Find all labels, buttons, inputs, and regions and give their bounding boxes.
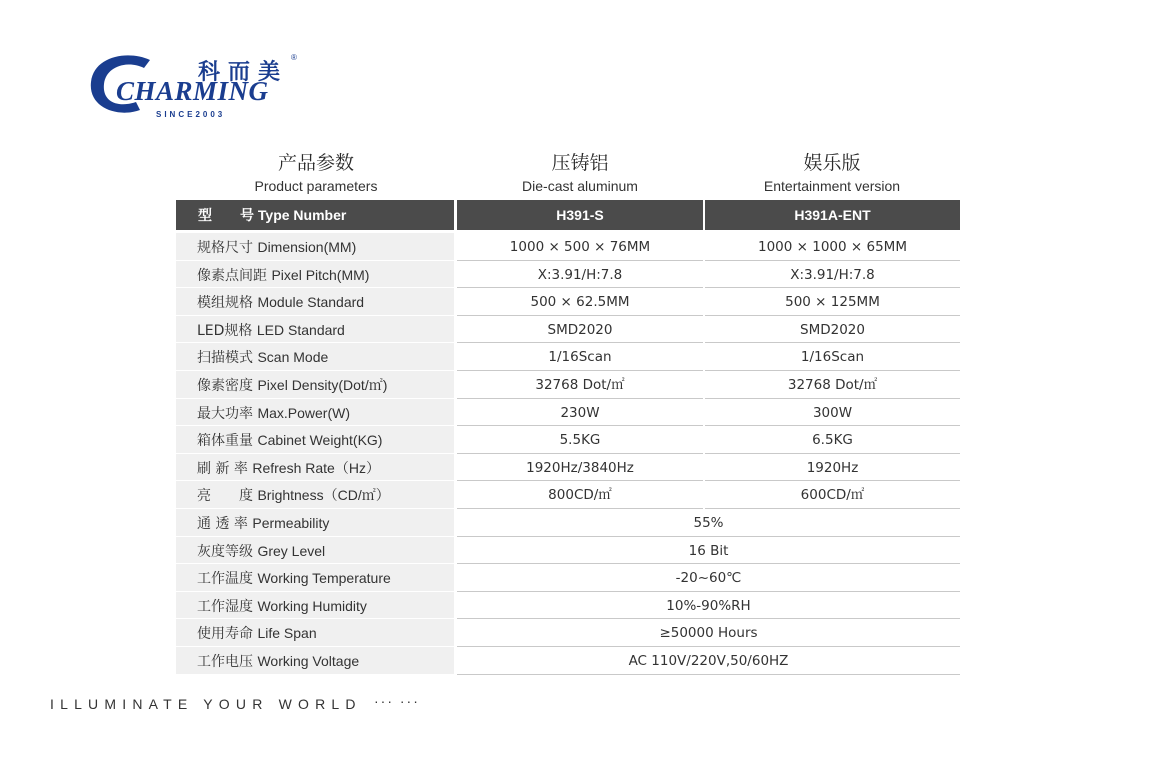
table-row	[176, 288, 960, 316]
value-cell-h391a-ent: SMD2020	[705, 316, 960, 344]
table-row	[176, 261, 960, 289]
table-row	[176, 592, 960, 620]
value-cell-h391a-ent: 32768 Dot/㎡	[705, 371, 960, 399]
parameter-label-cn: 工作电压	[197, 653, 253, 670]
value-cell-h391-s: 1920Hz/3840Hz	[457, 454, 703, 482]
parameter-label-en: Refresh Rate（Hz）	[252, 459, 380, 476]
parameter-label-en: Working Voltage	[257, 652, 360, 669]
shared-value-cell: -20~60℃	[457, 564, 960, 592]
brand-since: SINCE2003	[156, 110, 226, 119]
parameter-label-en: Cabinet Weight(KG)	[257, 432, 383, 449]
shared-value-cell: AC 110V/220V,50/60HZ	[457, 647, 960, 675]
parameter-label-cn: LED规格	[197, 322, 253, 339]
column-title-cn: 娱乐版	[803, 152, 861, 174]
parameter-label-cn: 箱体重量	[197, 433, 253, 450]
value-cell-h391-s: 1/16Scan	[457, 343, 703, 371]
parameter-label	[176, 509, 454, 536]
parameter-label-en: Dimension(MM)	[257, 239, 357, 255]
parameter-label-cn: 扫描模式	[197, 350, 253, 367]
parameter-label-cn: 灰度等级	[197, 543, 253, 560]
parameter-label-en: Pixel Density(Dot/㎡)	[257, 376, 388, 393]
model-h391a-ent: H391A-ENT	[705, 200, 960, 230]
value-cell-h391a-ent: 1000 × 1000 × 65MM	[705, 233, 960, 261]
parameter-label	[176, 592, 454, 619]
type-number-label: 型 号 Type Number	[176, 200, 454, 230]
parameter-label-cn: 规格尺寸	[197, 240, 253, 256]
table-header-row	[176, 200, 960, 230]
value-cell-h391-s: 5.5KG	[457, 426, 703, 454]
parameter-label	[176, 343, 454, 370]
value-cell-h391-s: X:3.91/H:7.8	[457, 261, 703, 289]
table-row	[176, 316, 960, 344]
parameter-label-en: Life Span	[257, 625, 317, 642]
parameter-label-cn: 最大功率	[197, 405, 253, 422]
parameter-label	[176, 316, 454, 343]
parameter-label-en: Pixel Pitch(MM)	[271, 266, 370, 283]
column-header-parameters	[177, 150, 455, 195]
table-row	[176, 233, 960, 261]
parameter-label-en: Brightness（CD/㎡）	[257, 487, 390, 504]
value-cell-h391-s: SMD2020	[457, 316, 703, 344]
parameter-label-cn: 工作湿度	[197, 598, 253, 615]
column-header-entertainment	[705, 150, 959, 195]
parameter-label-en: LED Standard	[256, 321, 345, 338]
value-cell-h391a-ent: 6.5KG	[705, 426, 960, 454]
value-cell-h391-s: 500 × 62.5MM	[457, 288, 703, 316]
parameter-label-en: Permeability	[252, 514, 330, 531]
parameter-label-cn: 亮 度	[197, 488, 253, 505]
registered-mark: ®	[291, 53, 297, 62]
column-title-cn: 产品参数	[277, 152, 354, 174]
parameter-label	[176, 564, 454, 591]
parameter-label-en: Grey Level	[257, 542, 326, 559]
value-cell-h391a-ent: 1/16Scan	[705, 343, 960, 371]
table-row	[176, 371, 960, 399]
table-row	[176, 454, 960, 482]
value-cell-h391-s: 800CD/㎡	[457, 481, 703, 509]
value-cell-h391a-ent: 1920Hz	[705, 454, 960, 482]
parameter-label	[176, 537, 454, 564]
value-cell-h391a-ent: X:3.91/H:7.8	[705, 261, 960, 289]
table-row	[176, 509, 960, 537]
parameter-label-en: Scan Mode	[257, 349, 329, 366]
value-cell-h391-s: 32768 Dot/㎡	[457, 371, 703, 399]
shared-value-cell: 10%-90%RH	[457, 592, 960, 620]
value-cell-h391-s: 1000 × 500 × 76MM	[457, 233, 703, 261]
parameter-label-en: Working Humidity	[257, 597, 367, 614]
table-row	[176, 647, 960, 675]
parameter-label-cn: 模组规格	[197, 295, 253, 312]
column-title-en: Die-cast aluminum	[522, 178, 638, 194]
brand-wordmark: CHARMING	[116, 76, 269, 106]
brand-name-cn: 科而美	[198, 60, 289, 85]
parameter-label	[176, 261, 454, 288]
parameter-label-cn: 使用寿命	[197, 626, 253, 643]
table-row	[176, 399, 960, 427]
parameter-label-cn: 通 透 率	[197, 515, 248, 532]
parameter-label	[176, 481, 454, 508]
table-row	[176, 564, 960, 592]
parameter-label-en: Max.Power(W)	[257, 404, 351, 421]
column-title-en: Product parameters	[254, 178, 378, 194]
column-title-cn: 压铸铝	[551, 152, 609, 174]
parameter-label	[176, 647, 454, 674]
parameter-label	[176, 288, 454, 315]
parameter-label	[176, 233, 454, 260]
model-h391-s: H391-S	[457, 200, 703, 230]
parameter-label-en: Module Standard	[257, 294, 365, 311]
parameter-label-cn: 像素密度	[197, 377, 253, 394]
parameter-label-en: Working Temperature	[257, 570, 391, 587]
table-row	[176, 426, 960, 454]
spec-table	[176, 200, 960, 670]
footer-dots: ··· ···	[374, 693, 420, 709]
table-row	[176, 537, 960, 565]
parameter-label	[176, 399, 454, 426]
value-cell-h391a-ent: 600CD/㎡	[705, 481, 960, 509]
parameter-label	[176, 454, 454, 481]
parameter-label-cn: 工作温度	[197, 571, 253, 588]
parameter-label-cn: 像素点间距	[197, 267, 267, 284]
table-body	[176, 233, 960, 675]
parameter-label	[176, 619, 454, 646]
parameter-label	[176, 371, 454, 398]
column-title-en: Entertainment version	[763, 178, 901, 194]
table-row	[176, 619, 960, 647]
table-row	[176, 343, 960, 371]
brand-logo	[88, 52, 303, 124]
value-cell-h391a-ent: 500 × 125MM	[705, 288, 960, 316]
shared-value-cell: ≥50000 Hours	[457, 619, 960, 647]
value-cell-h391-s: 230W	[457, 399, 703, 427]
footer-tagline: ILLUMINATE YOUR WORLD	[50, 696, 362, 712]
shared-value-cell: 55%	[457, 509, 960, 537]
value-cell-h391a-ent: 300W	[705, 399, 960, 427]
parameter-label-cn: 刷 新 率	[197, 460, 248, 477]
table-row	[176, 481, 960, 509]
shared-value-cell: 16 Bit	[457, 537, 960, 565]
parameter-label	[176, 426, 454, 453]
column-header-die-cast	[457, 150, 703, 195]
